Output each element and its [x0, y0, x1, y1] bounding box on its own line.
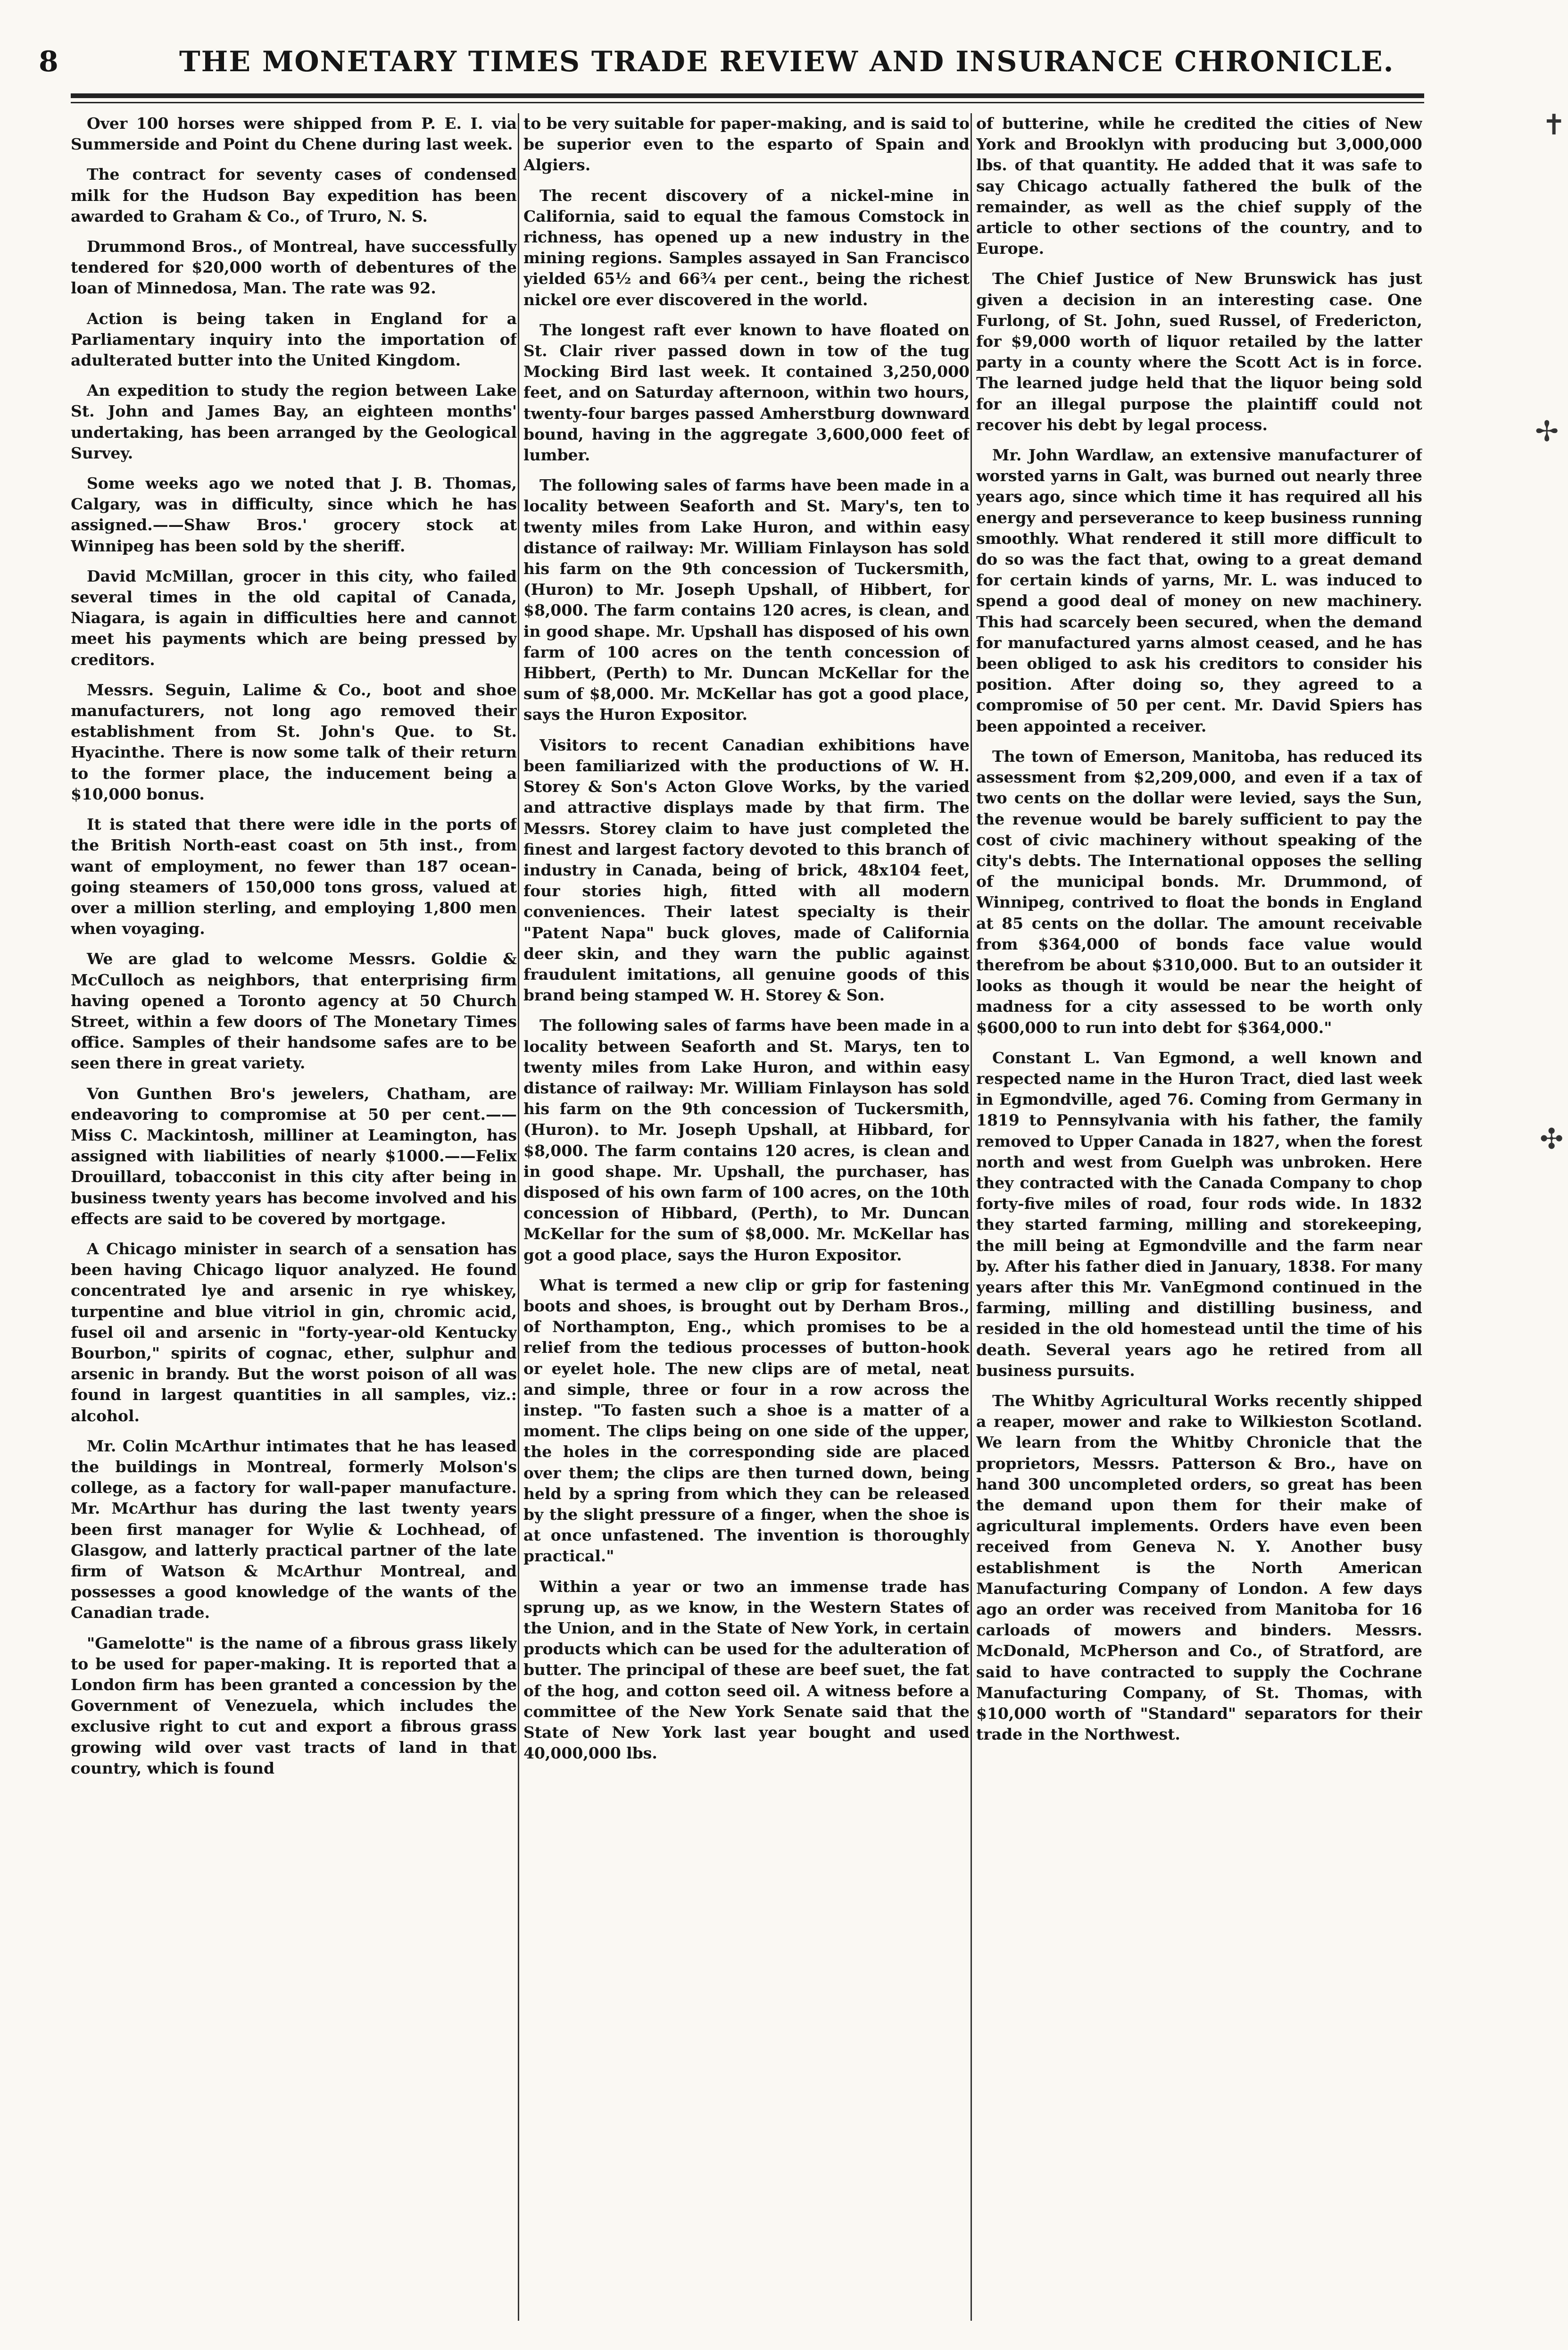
news-item: The recent discovery of a nickel-mine in California, said to equal the famous Comstock in richness, has opened up a new industry in the mining regions. Samples assayed in San Francisco yielded 65½ and 66¾ per cent., being the richest nickel ore ever discovered in the world.: [523, 186, 970, 309]
news-item: We are glad to welcome Messrs. Goldie & McCulloch as neighbors, that enterprising firm having opened a Toronto agency at 50 Church Street, within a few doors of The Monetary Times office. Samples of their handsome safes are to be seen there in great variety.: [71, 950, 517, 1073]
news-item: "Gamelotte" is the name of a fibrous grass likely to be used for paper-making. It is reported that a London firm has been granted a concession by the Government of Venezuela, which includes the exclusive right to cut and export a fibrous grass growing wild over vast tracts of land in that country, which is found: [71, 1633, 517, 1777]
news-item: Visitors to recent Canadian exhibitions have been familiarized with the productions of W. H. Storey & Son's Acton Glove Works, by the varied and attractive displays made by that firm. The Messrs. Storey claim to have just completed the finest and largest factory devoted to this branch of industry in Canada, being of brick, 48x104 feet, four stories high, fitted with all modern conveniences. Their latest specialty is their "Patent Napa" buck gloves, made of California deer skin, and they warn the public against fraudulent imitations, all genuine goods of this brand being stamped W. H. Storey & Son.: [523, 735, 970, 1005]
header-rule-thin: [71, 102, 1424, 103]
margin-binding-mark: ✣: [1540, 1123, 1564, 1156]
news-item: Von Gunthen Bro's jewelers, Chatham, are endeavoring to compromise at 50 per cent.——Miss C. Mackintosh, milliner at Leamington, has assigned with liabilities of nearly $1000.——Felix Drouillard, tobacconist in this city after being in business twenty years has become involved and his effects are said to be covered by mortgage.: [71, 1084, 517, 1228]
news-item: to be very suitable for paper-making, and is said to be superior even to the esparto of Spain and Algiers.: [523, 114, 970, 175]
news-item: The following sales of farms have been made in a locality between Seaforth and St. Marys, ten to twenty miles from Lake Huron, and within easy distance of railway: Mr. William Finlayson has sold his farm on the 9th concession of Tuckersmith, (Huron). to Mr. Joseph Upshall, at Hibbard, for $8,000. The farm contains 120 acres, is clean and in good shape. Mr. Upshall, the purchaser, has disposed of his own farm of 100 acres, on the 10th concession of Hibbard, (Perth), to Mr. Duncan McKellar for the sum of $8,000. Mr. McKellar has got a good place, says the Huron Expositor.: [523, 1016, 970, 1264]
news-item: Over 100 horses were shipped from P. E. I. via Summerside and Point du Chene during last week.: [71, 114, 517, 154]
news-item: Messrs. Seguin, Lalime & Co., boot and shoe manufacturers, not long ago removed their establishment from St. John's Que. to St. Hyacinthe. There is now some talk of their return to the former place, the inducement being a $10,000 bonus.: [71, 680, 517, 803]
column-1: [71, 113, 517, 2330]
news-item: What is termed a new clip or grip for fastening boots and shoes, is brought out by Derham Bros., of Northampton, Eng., which promises to be a relief from the tedious processes of button-hook or eyelet hole. The new clips are of metal, neat and simple, three or four in a row across the instep. "To fasten such a shoe is a matter of a moment. The clips being on one side of the upper, the holes in the corresponding side are placed over them; the clips are then turned down, being held by a spring from which they can be released by the slight pressure of a finger, when the shoe is at once unfastened. The invention is thoroughly practical.": [523, 1275, 970, 1566]
news-item: It is stated that there were idle in the ports of the British North-east coast on 5th inst., from want of employment, no fewer than 187 ocean-going steamers of 150,000 tons gross, valued at over a million sterling, and employing 1,800 men when voyaging.: [71, 815, 517, 938]
column-3: [976, 113, 1422, 2330]
news-item: Drummond Bros., of Montreal, have successfully tendered for $20,000 worth of debentures of the loan of Minnedosa, Man. The rate was 92.: [71, 237, 517, 298]
header-rule: [71, 93, 1424, 98]
news-item: The following sales of farms have been made in a locality between Seaforth and St. Mary's, ten to twenty miles from Lake Huron, and within easy distance of railway: Mr. William Finlayson has sold his farm on the 9th concession of Tuckersmith, (Huron) to Mr. Joseph Upshall, of Hibbert, for $8,000. The farm contains 120 acres, is clean, and in good shape. Mr. Upshall has disposed of his own farm of 100 acres on the tenth concession of Hibbert, (Perth) to Mr. Duncan McKellar for the sum of $8,000. Mr. McKellar has got a good place, says the Huron Expositor.: [523, 476, 970, 724]
news-item: Constant L. Van Egmond, a well known and respected name in the Huron Tract, died last week in Egmondville, aged 76. Coming from Germany in 1819 to Pennsylvania with his father, the family removed to Upper Canada in 1827, when the forest north and west from Guelph was unbroken. Here they contracted with the Canada Company to chop forty-five miles of road, four rods wide. In 1832 they started farming, milling and storekeeping, the mill being at Egmondville and the farm near by. After his father died in January, 1838. For many years after this Mr. VanEgmond continued in the farming, milling and distilling business, and resided in the old homestead until the time of his death. Several years ago he retired from all business pursuits.: [976, 1048, 1422, 1380]
news-item: Action is being taken in England for a Parliamentary inquiry into the importation of adulterated butter into the United Kingdom.: [71, 309, 517, 370]
news-item: Within a year or two an immense trade has sprung up, as we know, in the Western States of the Union, and in the State of New York, in certain products which can be used for the adulteration of butter. The principal of these are beef suet, the fat of the hog, and cotton seed oil. A witness before a committee of the New York Senate said that the State of New York last year bought and used 40,000,000 lbs.: [523, 1577, 970, 1763]
column-divider: [971, 113, 972, 2321]
news-item: Some weeks ago we noted that J. B. Thomas, Calgary, was in difficulty, since which he has assigned.——Shaw Bros.' grocery stock at Winnipeg has been sold by the sheriff.: [71, 474, 517, 555]
news-item: The longest raft ever known to have floated on St. Clair river passed down in tow of the tug Mocking Bird last week. It contained 3,250,000 feet, and on Saturday afternoon, within two hours, twenty-four barges passed Amherstburg downward bound, having in the aggregate 3,600,000 feet of lumber.: [523, 320, 970, 465]
news-item: A Chicago minister in search of a sensation has been having Chicago liquor analyzed. He found concentrated lye and arsenic in rye whiskey, turpentine and blue vitriol in gin, chromic acid, fusel oil and arsenic in "forty-year-old Kentucky Bourbon," spirits of cognac, ether, sulphur and arsenic in brandy. But the worst poison of all was found in largest quantities in all samples, viz.: alcohol.: [71, 1239, 517, 1425]
news-item: of butterine, while he credited the cities of New York and Brooklyn with producing but 3,000,000 lbs. of that quantity. He added that it was safe to say Chicago actually fathered the bulk of the remainder, as well as the chief supply of the article to other sections of the country, and to Europe.: [976, 114, 1422, 258]
news-item: The Whitby Agricultural Works recently shipped a reaper, mower and rake to Wilkieston Scotland. We learn from the Whitby Chronicle that the proprietors, Messrs. Patterson & Bro., have on hand 300 uncompleted orders, so great has been the demand upon them for their make of agricultural implements. Orders have even been received from Geneva N. Y. Another busy establishment is the North American Manufacturing Company of London. A few days ago an order was received from Manitoba for 16 carloads of mowers and binders. Messrs. McDonald, McPherson and Co., of Stratford, are said to have contracted to supply the Cochrane Manufacturing Company, of St. Thomas, with $10,000 worth of "Standard" separators for their trade in the Northwest.: [976, 1391, 1422, 1744]
page-number: 8: [39, 45, 58, 78]
news-item: The town of Emerson, Manitoba, has reduced its assessment from $2,209,000, and even if a tax of two cents on the dollar were levied, says the Sun, the revenue would be barely sufficient to pay the cost of civic machinery without speaking of the city's debts. The International opposes the selling of the municipal bonds. Mr. Drummond, of Winnipeg, contrived to float the bonds in England at 85 cents on the dollar. The amount receivable from $364,000 of bonds face value would therefrom be about $310,000. But to an outsider it looks as though it would be near the height of madness for a city assessed to be worth only $600,000 to run into debt for $364,000.": [976, 747, 1422, 1037]
margin-pin-mark: ✝: [1542, 108, 1566, 142]
news-item: David McMillan, grocer in this city, who failed several times in the old capital of Canada, Niagara, is again in difficulties here and cannot meet his payments which are being pressed by creditors.: [71, 567, 517, 669]
news-item: The Chief Justice of New Brunswick has just given a decision in an interesting case. One Furlong, of St. John, sued Russel, of Fredericton, for $9,000 worth of liquor retailed by the latter party in a county where the Scott Act is in force. The learned judge held that the liquor being sold for an illegal purpose the plaintiff could not recover his debt by legal process.: [976, 269, 1422, 434]
margin-binding-mark: ✢: [1535, 415, 1559, 448]
column-2: [523, 113, 970, 2330]
news-item: An expedition to study the region between Lake St. John and James Bay, an eighteen months' undertaking, has been arranged by the Geological Survey.: [71, 381, 517, 462]
running-title: THE MONETARY TIMES TRADE REVIEW AND INSURANCE CHRONICLE.: [179, 45, 1394, 78]
column-divider: [518, 113, 519, 2321]
news-item: The contract for seventy cases of condensed milk for the Hudson Bay expedition has been awarded to Graham & Co., of Truro, N. S.: [71, 165, 517, 225]
news-item: Mr. John Wardlaw, an extensive manufacturer of worsted yarns in Galt, was burned out nearly three years ago, since which time it has required all his energy and perseverance to keep business running smoothly. What rendered it still more difficult to do so was the fact that, owing to a great demand for certain kinds of yarns, Mr. L. was induced to spend a good deal of money on new machinery. This had scarcely been secured, when the demand for manufactured yarns almost ceased, and he has been obliged to ask his creditors to consider his position. After doing so, they agreed to a compromise of 50 per cent. Mr. David Spiers has been appointed a receiver.: [976, 446, 1422, 735]
news-item: Mr. Colin McArthur intimates that he has leased the buildings in Montreal, formerly Molson's college, as a factory for wall-paper manufacture. Mr. McArthur has during the last twenty years been first manager for Wylie & Lochhead, of Glasgow, and latterly practical partner of the late firm of Watson & McArthur Montreal, and possesses a good knowledge of the wants of the Canadian trade.: [71, 1436, 517, 1622]
